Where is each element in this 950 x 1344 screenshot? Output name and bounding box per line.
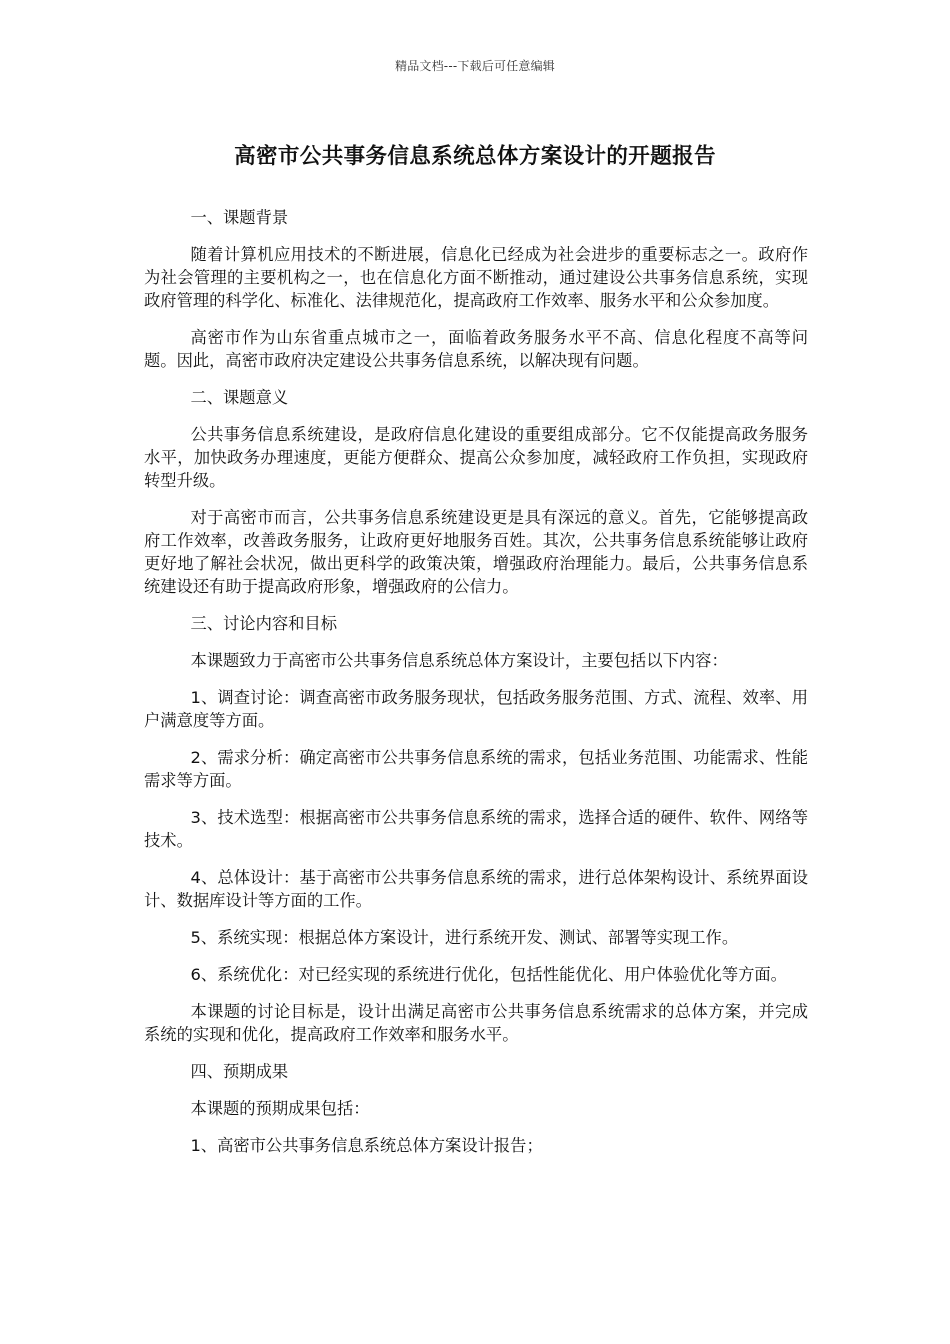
paragraph: 本课题致力于高密市公共事务信息系统总体方案设计，主要包括以下内容： bbox=[190, 651, 728, 670]
list-item: 5、系统实现：根据总体方案设计，进行系统开发、测试、部署等实现工作。 bbox=[190, 928, 739, 947]
section-heading-content-goals: 三、讨论内容和目标 bbox=[190, 614, 337, 633]
list-item: 3、技术选型：根据高密市公共事务信息系统的需求，选择合适的硬件、软件、网络等技术。 bbox=[144, 808, 808, 850]
paragraph: 公共事务信息系统建设，是政府信息化建设的重要组成部分。它不仅能提高政务服务水平，加快政务办理速度，更能方便群众、提高公众参加度，减轻政府工作负担，实现政府转型升级。 bbox=[144, 425, 808, 490]
section-heading-significance: 二、课题意义 bbox=[190, 388, 289, 407]
list-item: 4、总体设计：基于高密市公共事务信息系统的需求，进行总体架构设计、系统界面设计、数据库设计等方面的工作。 bbox=[144, 868, 808, 910]
paragraph: 本课题的讨论目标是，设计出满足高密市公共事务信息系统需求的总体方案，并完成系统的实现和优化，提高政府工作效率和服务水平。 bbox=[144, 1002, 808, 1044]
list-item: 2、需求分析：确定高密市公共事务信息系统的需求，包括业务范围、功能需求、性能需求等方面。 bbox=[144, 748, 808, 790]
document-title: 高密市公共事务信息系统总体方案设计的开题报告 bbox=[234, 144, 716, 169]
list-item: 1、调查讨论：调查高密市政务服务现状，包括政务服务范围、方式、流程、效率、用户满意度等方面。 bbox=[144, 688, 808, 730]
list-item: 1、高密市公共事务信息系统总体方案设计报告； bbox=[190, 1136, 543, 1155]
document-body bbox=[144, 206, 808, 1171]
list-item: 6、系统优化：对已经实现的系统进行优化，包括性能优化、用户体验优化等方面。 bbox=[190, 965, 787, 984]
header-note: 精品文档---下载后可任意编辑 bbox=[395, 59, 555, 73]
section-heading-background: 一、课题背景 bbox=[190, 208, 289, 227]
paragraph: 对于高密市而言，公共事务信息系统建设更是具有深远的意义。首先，它能够提高政府工作效率，改善政务服务，让政府更好地服务百姓。其次，公共事务信息系统能够让政府更好地了解社会状况，做出更科学的政策决策，增强政府治理能力。最后，公共事务信息系统建设还有助于提高政府形象，增强政府的公信力。 bbox=[144, 508, 808, 596]
paragraph: 随着计算机应用技术的不断进展，信息化已经成为社会进步的重要标志之一。政府作为社会管理的主要机构之一，也在信息化方面不断推动，通过建设公共事务信息系统，实现政府管理的科学化、标准化、法律规范化，提高政府工作效率、服务水平和公众参加度。 bbox=[144, 245, 808, 310]
paragraph: 高密市作为山东省重点城市之一，面临着政务服务水平不高、信息化程度不高等问题。因此，高密市政府决定建设公共事务信息系统，以解决现有问题。 bbox=[144, 328, 808, 370]
section-heading-expected-results: 四、预期成果 bbox=[190, 1062, 289, 1081]
paragraph: 本课题的预期成果包括： bbox=[190, 1099, 370, 1118]
